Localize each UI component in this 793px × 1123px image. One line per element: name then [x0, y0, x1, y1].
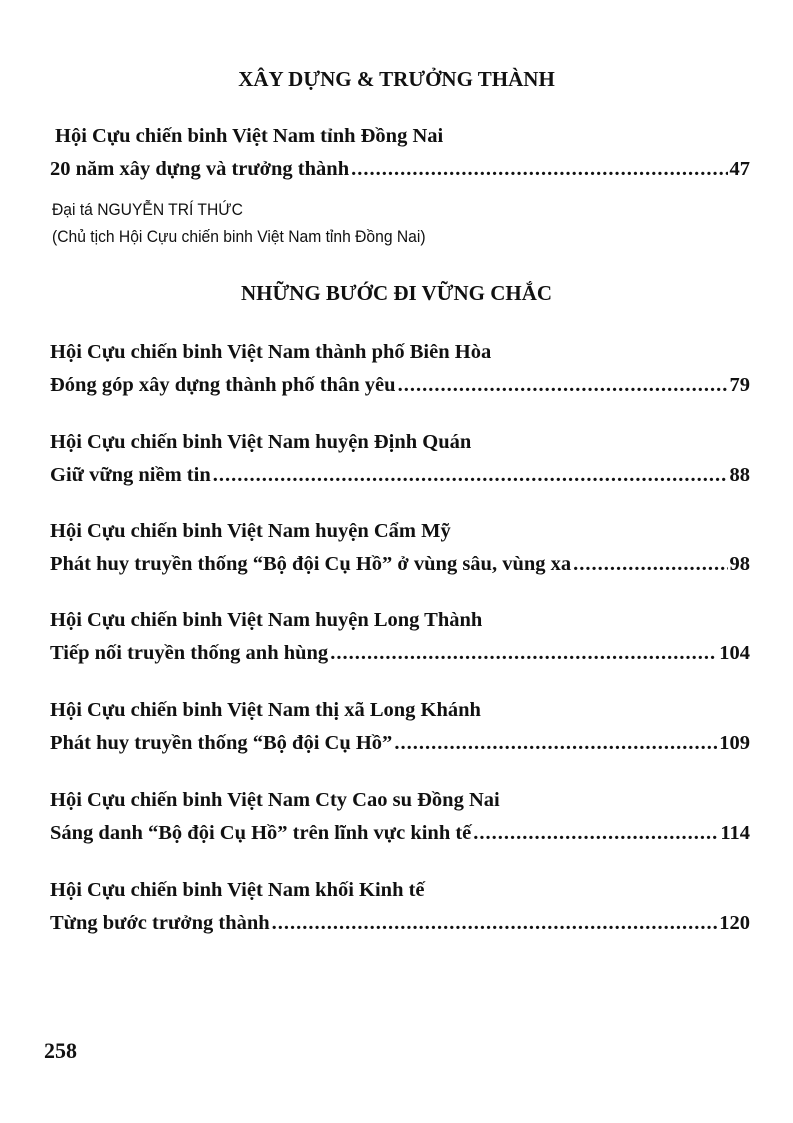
toc-entry[interactable]	[50, 730, 750, 756]
toc-entry-title: Đóng góp xây dựng thành phố thân yêu	[50, 374, 396, 396]
toc-page-number: 47	[729, 158, 750, 180]
toc-entry-org: Hội Cựu chiến binh Việt Nam Cty Cao su Đồng Nai	[50, 789, 500, 811]
toc-page-number: 79	[729, 374, 750, 396]
toc-entry-org: Hội Cựu chiến binh Việt Nam huyện Cẩm Mỹ	[50, 520, 451, 542]
toc-entry-org: Hội Cựu chiến binh Việt Nam tỉnh Đồng Nai	[55, 125, 444, 147]
toc-entry-title: Giữ vững niềm tin	[50, 464, 211, 486]
toc-entry-org: Hội Cựu chiến binh Việt Nam huyện Định Quán	[50, 431, 472, 453]
toc-entry-title: 20 năm xây dựng và trưởng thành	[50, 158, 350, 180]
toc-entry-title: Tiếp nối truyền thống anh hùng	[50, 642, 329, 664]
toc-entry[interactable]	[50, 910, 750, 936]
section-heading: XÂY DỰNG & TRƯỞNG THÀNH	[238, 67, 555, 91]
dot-leader	[213, 462, 728, 488]
toc-entry-title: Phát huy truyền thống “Bộ đội Cụ Hồ”	[50, 732, 393, 754]
page-number: 258	[44, 1038, 77, 1063]
dot-leader	[573, 551, 727, 577]
toc-entry-title: Sáng danh “Bộ đội Cụ Hồ” trên lĩnh vực kinh tế	[50, 822, 472, 844]
dot-leader	[272, 910, 718, 936]
toc-page-number: 114	[720, 822, 750, 844]
toc-entry-org: Hội Cựu chiến binh Việt Nam thành phố Biên Hòa	[50, 341, 492, 363]
toc-page-number: 109	[719, 732, 750, 754]
toc-entry-org: Hội Cựu chiến binh Việt Nam khối Kinh tế	[50, 879, 425, 901]
toc-page-number: 104	[719, 642, 750, 664]
toc-entry[interactable]	[50, 551, 750, 577]
toc-entry[interactable]	[50, 462, 750, 488]
toc-entry-org: Hội Cựu chiến binh Việt Nam huyện Long Thành	[50, 609, 483, 631]
dot-leader	[398, 372, 728, 398]
author-name: Đại tá NGUYỄN TRÍ THỨC	[52, 200, 243, 219]
dot-leader	[394, 730, 717, 756]
toc-entry-org: Hội Cựu chiến binh Việt Nam thị xã Long Khánh	[50, 699, 481, 721]
dot-leader	[351, 156, 727, 182]
toc-entry-title: Từng bước trưởng thành	[50, 912, 270, 934]
toc-entry-title: Phát huy truyền thống “Bộ đội Cụ Hồ” ở vùng sâu, vùng xa	[50, 553, 572, 575]
toc-entry[interactable]	[50, 372, 750, 398]
toc-page-number: 98	[729, 553, 750, 575]
section-heading: NHỮNG BƯỚC ĐI VỮNG CHẮC	[240, 281, 553, 305]
toc-page-number: 120	[719, 912, 750, 934]
toc-entry[interactable]	[50, 820, 750, 846]
dot-leader	[473, 820, 718, 846]
toc-entry[interactable]	[50, 156, 750, 182]
toc-entry[interactable]	[50, 640, 750, 666]
author-role: (Chủ tịch Hội Cựu chiến binh Việt Nam tỉnh Đồng Nai)	[52, 227, 426, 246]
toc-page-number: 88	[729, 464, 750, 486]
dot-leader	[330, 640, 717, 666]
